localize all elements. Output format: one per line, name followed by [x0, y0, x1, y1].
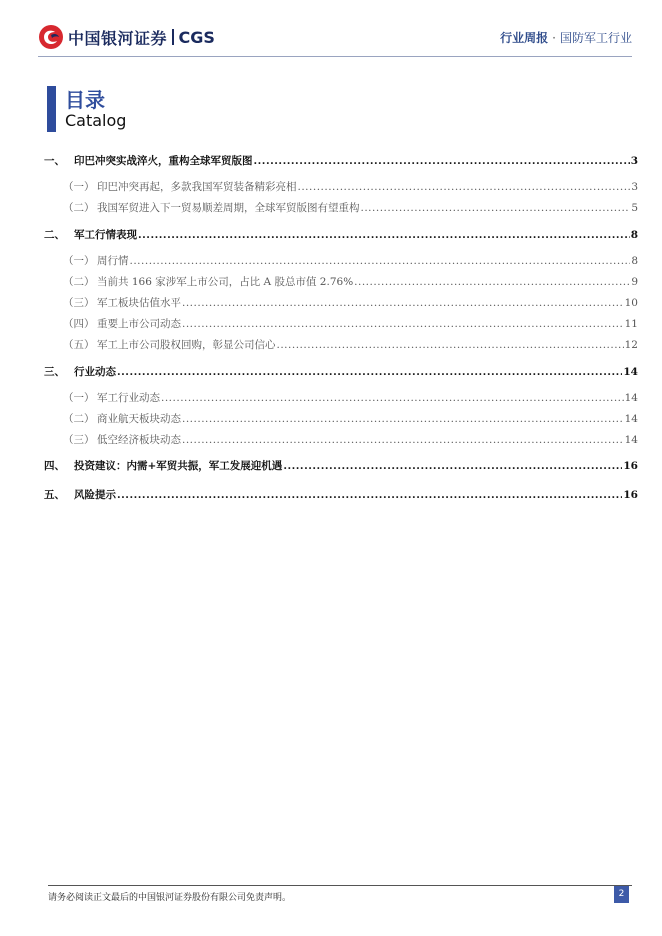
toc-entry-number: （二）	[63, 413, 95, 425]
toc-leader-dots	[354, 276, 630, 288]
toc-entry-level2[interactable]	[44, 337, 638, 352]
toc-entry-level2[interactable]	[44, 390, 638, 405]
toc-entry-number: （一）	[63, 181, 95, 193]
toc-entry-page: 8	[631, 255, 638, 267]
toc-leader-dots	[161, 392, 624, 404]
toc-entry-number: 四、	[44, 460, 65, 472]
toc-leader-dots	[182, 434, 624, 446]
toc-entry-title: 军工行业动态	[97, 392, 160, 404]
toc-entry-page: 16	[623, 460, 638, 472]
toc-entry-title: 军工板块估值水平	[97, 297, 181, 309]
page-header	[0, 0, 662, 60]
toc-entry-page: 3	[631, 181, 638, 193]
toc-leader-dots	[117, 489, 622, 501]
toc-entry-title: 行业动态	[74, 366, 116, 378]
cgs-logo-icon	[38, 24, 64, 50]
toc-leader-dots	[254, 155, 630, 167]
toc-leader-dots	[182, 297, 624, 309]
toc-entry-title: 周行情	[97, 255, 129, 267]
toc-entry-number: 一、	[44, 155, 65, 167]
toc-entry-number: （一）	[63, 392, 95, 404]
toc-entry-title: 印巴冲突实战淬火，重构全球军贸版图	[74, 155, 253, 167]
toc-entry-level2[interactable]	[44, 316, 638, 331]
toc-entry-number: （二）	[63, 202, 95, 214]
toc-leader-dots	[138, 229, 630, 241]
logo-chinese-name: 中国银河证券	[68, 28, 168, 48]
toc-entry-level2[interactable]	[44, 179, 638, 194]
toc-leader-dots	[361, 202, 631, 214]
toc-entry-title: 军工上市公司股权回购，彰显公司信心	[97, 339, 276, 351]
toc-entry-page: 14	[624, 413, 638, 425]
toc-entry-page: 9	[631, 276, 638, 288]
toc-entry-title: 商业航天板块动态	[97, 413, 181, 425]
toc-entry-page: 12	[624, 339, 638, 351]
toc-entry-page: 10	[624, 297, 638, 309]
industry-name: 国防军工行业	[559, 31, 632, 45]
toc-entry-number: （五）	[63, 339, 95, 351]
toc-entry-number: （三）	[63, 434, 95, 446]
toc-title-english: Catalog	[65, 111, 127, 130]
toc-entry-level2[interactable]	[44, 274, 638, 289]
logo-english-name: CGS	[178, 27, 215, 47]
footer-divider	[48, 885, 632, 886]
toc-entry-page: 14	[624, 392, 638, 404]
toc-entry-title: 我国军贸进入下一贸易顺差周期，全球军贸版图有望重构	[97, 202, 360, 214]
report-category	[500, 29, 632, 46]
toc-entry-number: （三）	[63, 297, 95, 309]
page-number: 2	[614, 886, 629, 903]
toc-title-chinese: 目录	[65, 88, 105, 112]
toc-entry-level1[interactable]	[44, 487, 638, 502]
toc-entry-title: 投资建议：内需+军贸共振，军工发展迎机遇	[74, 460, 283, 472]
toc-entry-title: 印巴冲突再起，多款我国军贸装备精彩亮相	[97, 181, 297, 193]
toc-entry-page: 14	[624, 434, 638, 446]
header-divider	[38, 56, 632, 57]
toc-entry-number: 二、	[44, 229, 65, 241]
header-separator: ·	[552, 31, 556, 45]
toc-entry-page: 14	[623, 366, 638, 378]
toc-entry-page: 3	[630, 155, 638, 167]
toc-entry-page: 11	[624, 318, 638, 330]
toc-entry-page: 8	[630, 229, 638, 241]
toc-entry-level2[interactable]	[44, 200, 638, 215]
toc-entry-level1[interactable]	[44, 458, 638, 473]
toc-entry-title: 风险提示	[74, 489, 116, 501]
toc-entry-level1[interactable]	[44, 364, 638, 379]
toc-entry-title: 重要上市公司动态	[97, 318, 181, 330]
toc-leader-dots	[277, 339, 624, 351]
report-type: 行业周报	[500, 31, 549, 45]
toc-entry-level2[interactable]	[44, 253, 638, 268]
toc-leader-dots	[298, 181, 631, 193]
toc-entry-number: （二）	[63, 276, 95, 288]
toc-entry-title: 军工行情表现	[74, 229, 137, 241]
toc-leader-dots	[283, 460, 622, 472]
toc-leader-dots	[130, 255, 631, 267]
company-logo	[38, 24, 215, 50]
toc-entry-level2[interactable]	[44, 295, 638, 310]
toc-entry-page: 5	[631, 202, 638, 214]
logo-divider	[172, 29, 174, 45]
toc-entry-page: 16	[623, 489, 638, 501]
toc-entry-number: 五、	[44, 489, 65, 501]
toc-leader-dots	[182, 318, 624, 330]
toc-leader-dots	[117, 366, 622, 378]
toc-entry-title: 当前共 166 家涉军上市公司，占比 A 股总市值 2.76%	[97, 276, 354, 288]
toc-entry-level1[interactable]	[44, 153, 638, 168]
footer-disclaimer: 请务必阅读正文最后的中国银河证券股份有限公司免责声明。	[48, 893, 292, 903]
toc-entry-level2[interactable]	[44, 411, 638, 426]
toc-entry-number: （一）	[63, 255, 95, 267]
title-accent-bar	[47, 86, 56, 132]
toc-entry-number: （四）	[63, 318, 95, 330]
toc-leader-dots	[182, 413, 624, 425]
toc-entry-number: 三、	[44, 366, 65, 378]
toc-entry-level1[interactable]	[44, 227, 638, 242]
toc-entry-title: 低空经济板块动态	[97, 434, 181, 446]
toc-entry-level2[interactable]	[44, 432, 638, 447]
